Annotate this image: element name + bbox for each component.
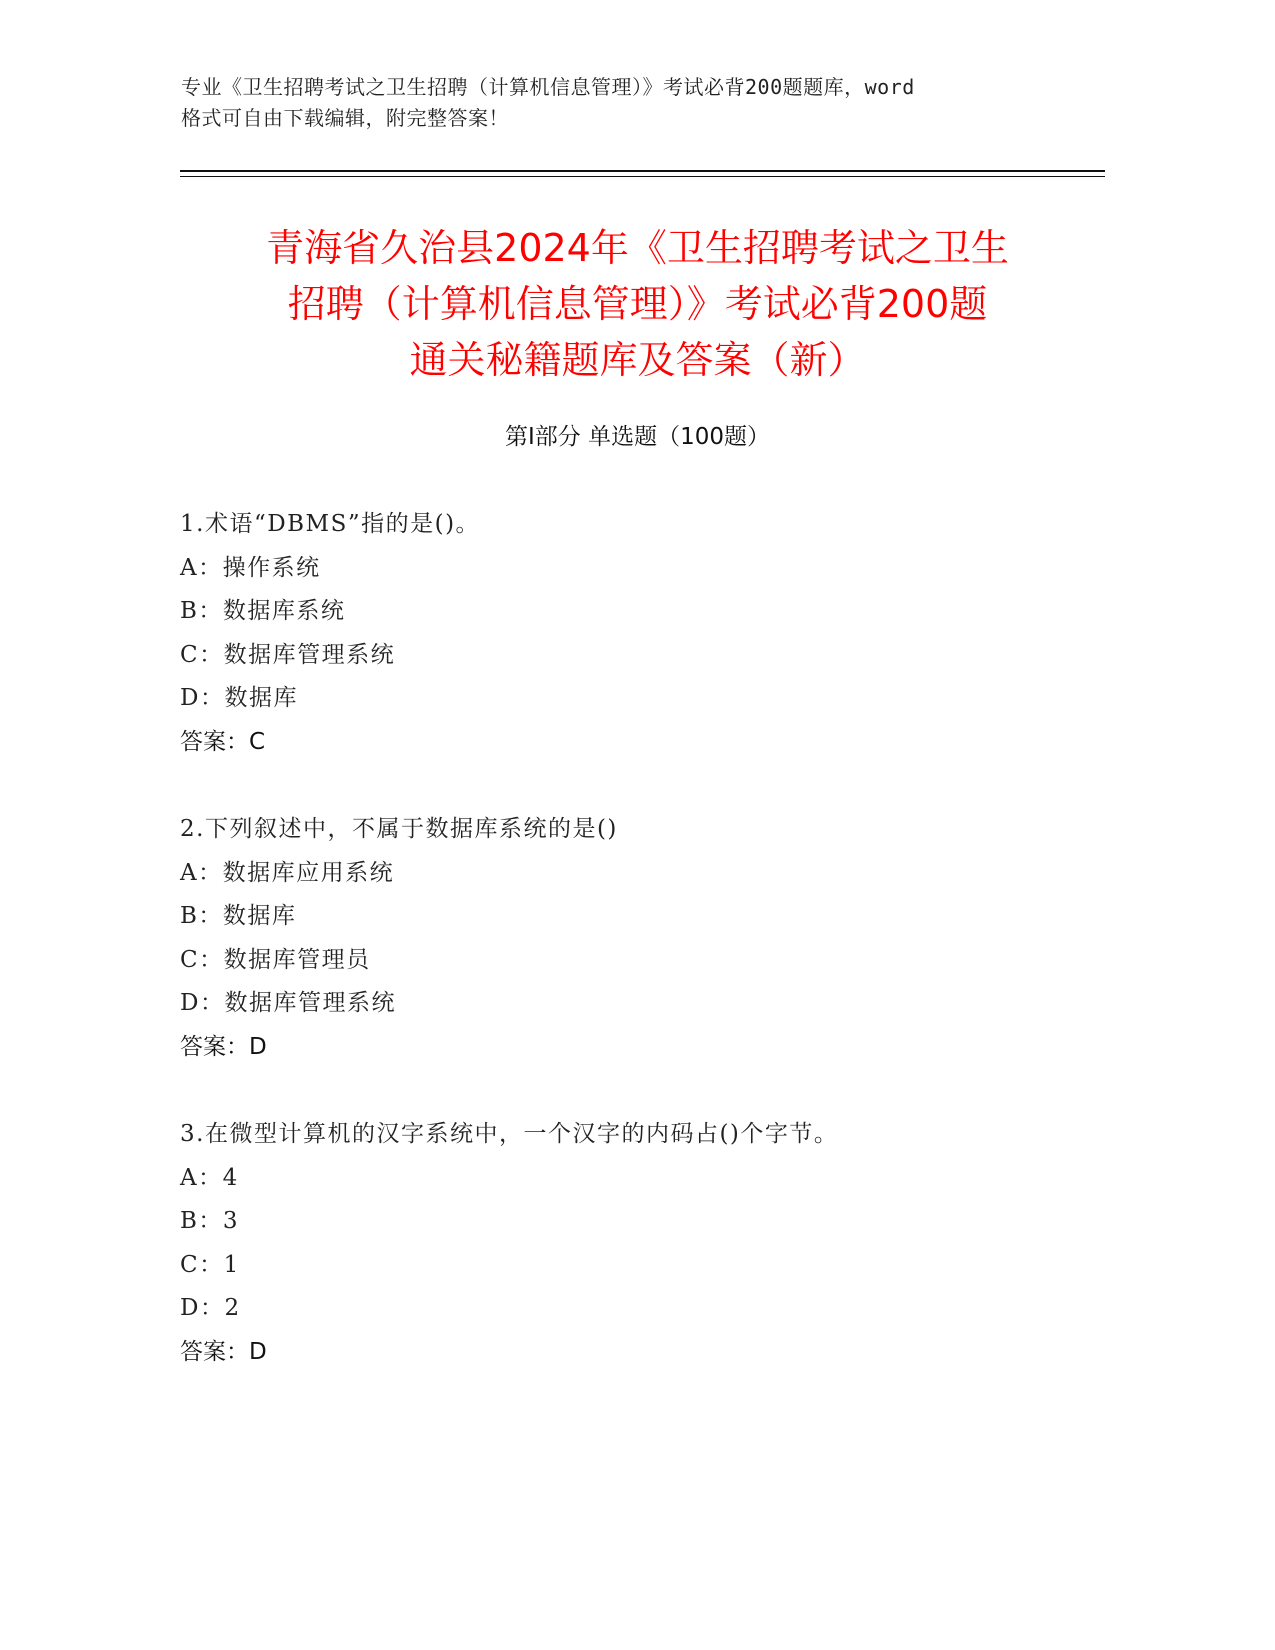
option-b: B：数据库 xyxy=(180,903,297,929)
question-stem: 3.在微型计算机的汉字系统中，一个汉字的内码占()个字节。 xyxy=(180,1121,839,1147)
question-3 xyxy=(180,1113,1080,1374)
header-divider-thick xyxy=(180,170,1105,172)
document-title xyxy=(160,220,1115,388)
option-c: C：数据库管理员 xyxy=(180,946,371,973)
section-heading: 第Ⅰ部分 单选题（100题） xyxy=(505,424,770,450)
option-c: C：数据库管理系统 xyxy=(180,641,396,668)
answer: 答案：C xyxy=(180,728,266,755)
question-stem: 1.术语“DBMS”指的是()。 xyxy=(180,511,481,537)
header-note-line-1: 专业《卫生招聘考试之卫生招聘（计算机信息管理）》考试必背200题题库，word xyxy=(181,75,915,99)
question-1 xyxy=(180,503,1080,764)
option-a: A：数据库应用系统 xyxy=(180,859,395,886)
option-d: D：2 xyxy=(180,1295,241,1321)
answer: 答案：D xyxy=(180,1338,267,1365)
option-d: D：数据库管理系统 xyxy=(180,990,396,1016)
answer: 答案：D xyxy=(180,1033,267,1060)
header-divider-thin xyxy=(180,176,1105,177)
question-2 xyxy=(180,808,1080,1069)
title-line-1: 青海省久治县2024年《卫生招聘考试之卫生 xyxy=(266,226,1009,270)
header-note xyxy=(181,72,1061,134)
option-a: A：操作系统 xyxy=(180,554,321,581)
title-line-2: 招聘（计算机信息管理）》考试必背200题 xyxy=(287,282,988,326)
option-d: D：数据库 xyxy=(180,685,298,711)
title-line-3: 通关秘籍题库及答案（新） xyxy=(409,338,866,382)
header-note-line-2: 格式可自由下载编辑，附完整答案！ xyxy=(181,106,509,130)
option-a: A：4 xyxy=(180,1164,239,1191)
option-b: B：数据库系统 xyxy=(180,598,346,624)
question-stem: 2.下列叙述中，不属于数据库系统的是() xyxy=(180,816,618,842)
option-c: C：1 xyxy=(180,1251,240,1278)
option-b: B：3 xyxy=(180,1208,240,1234)
